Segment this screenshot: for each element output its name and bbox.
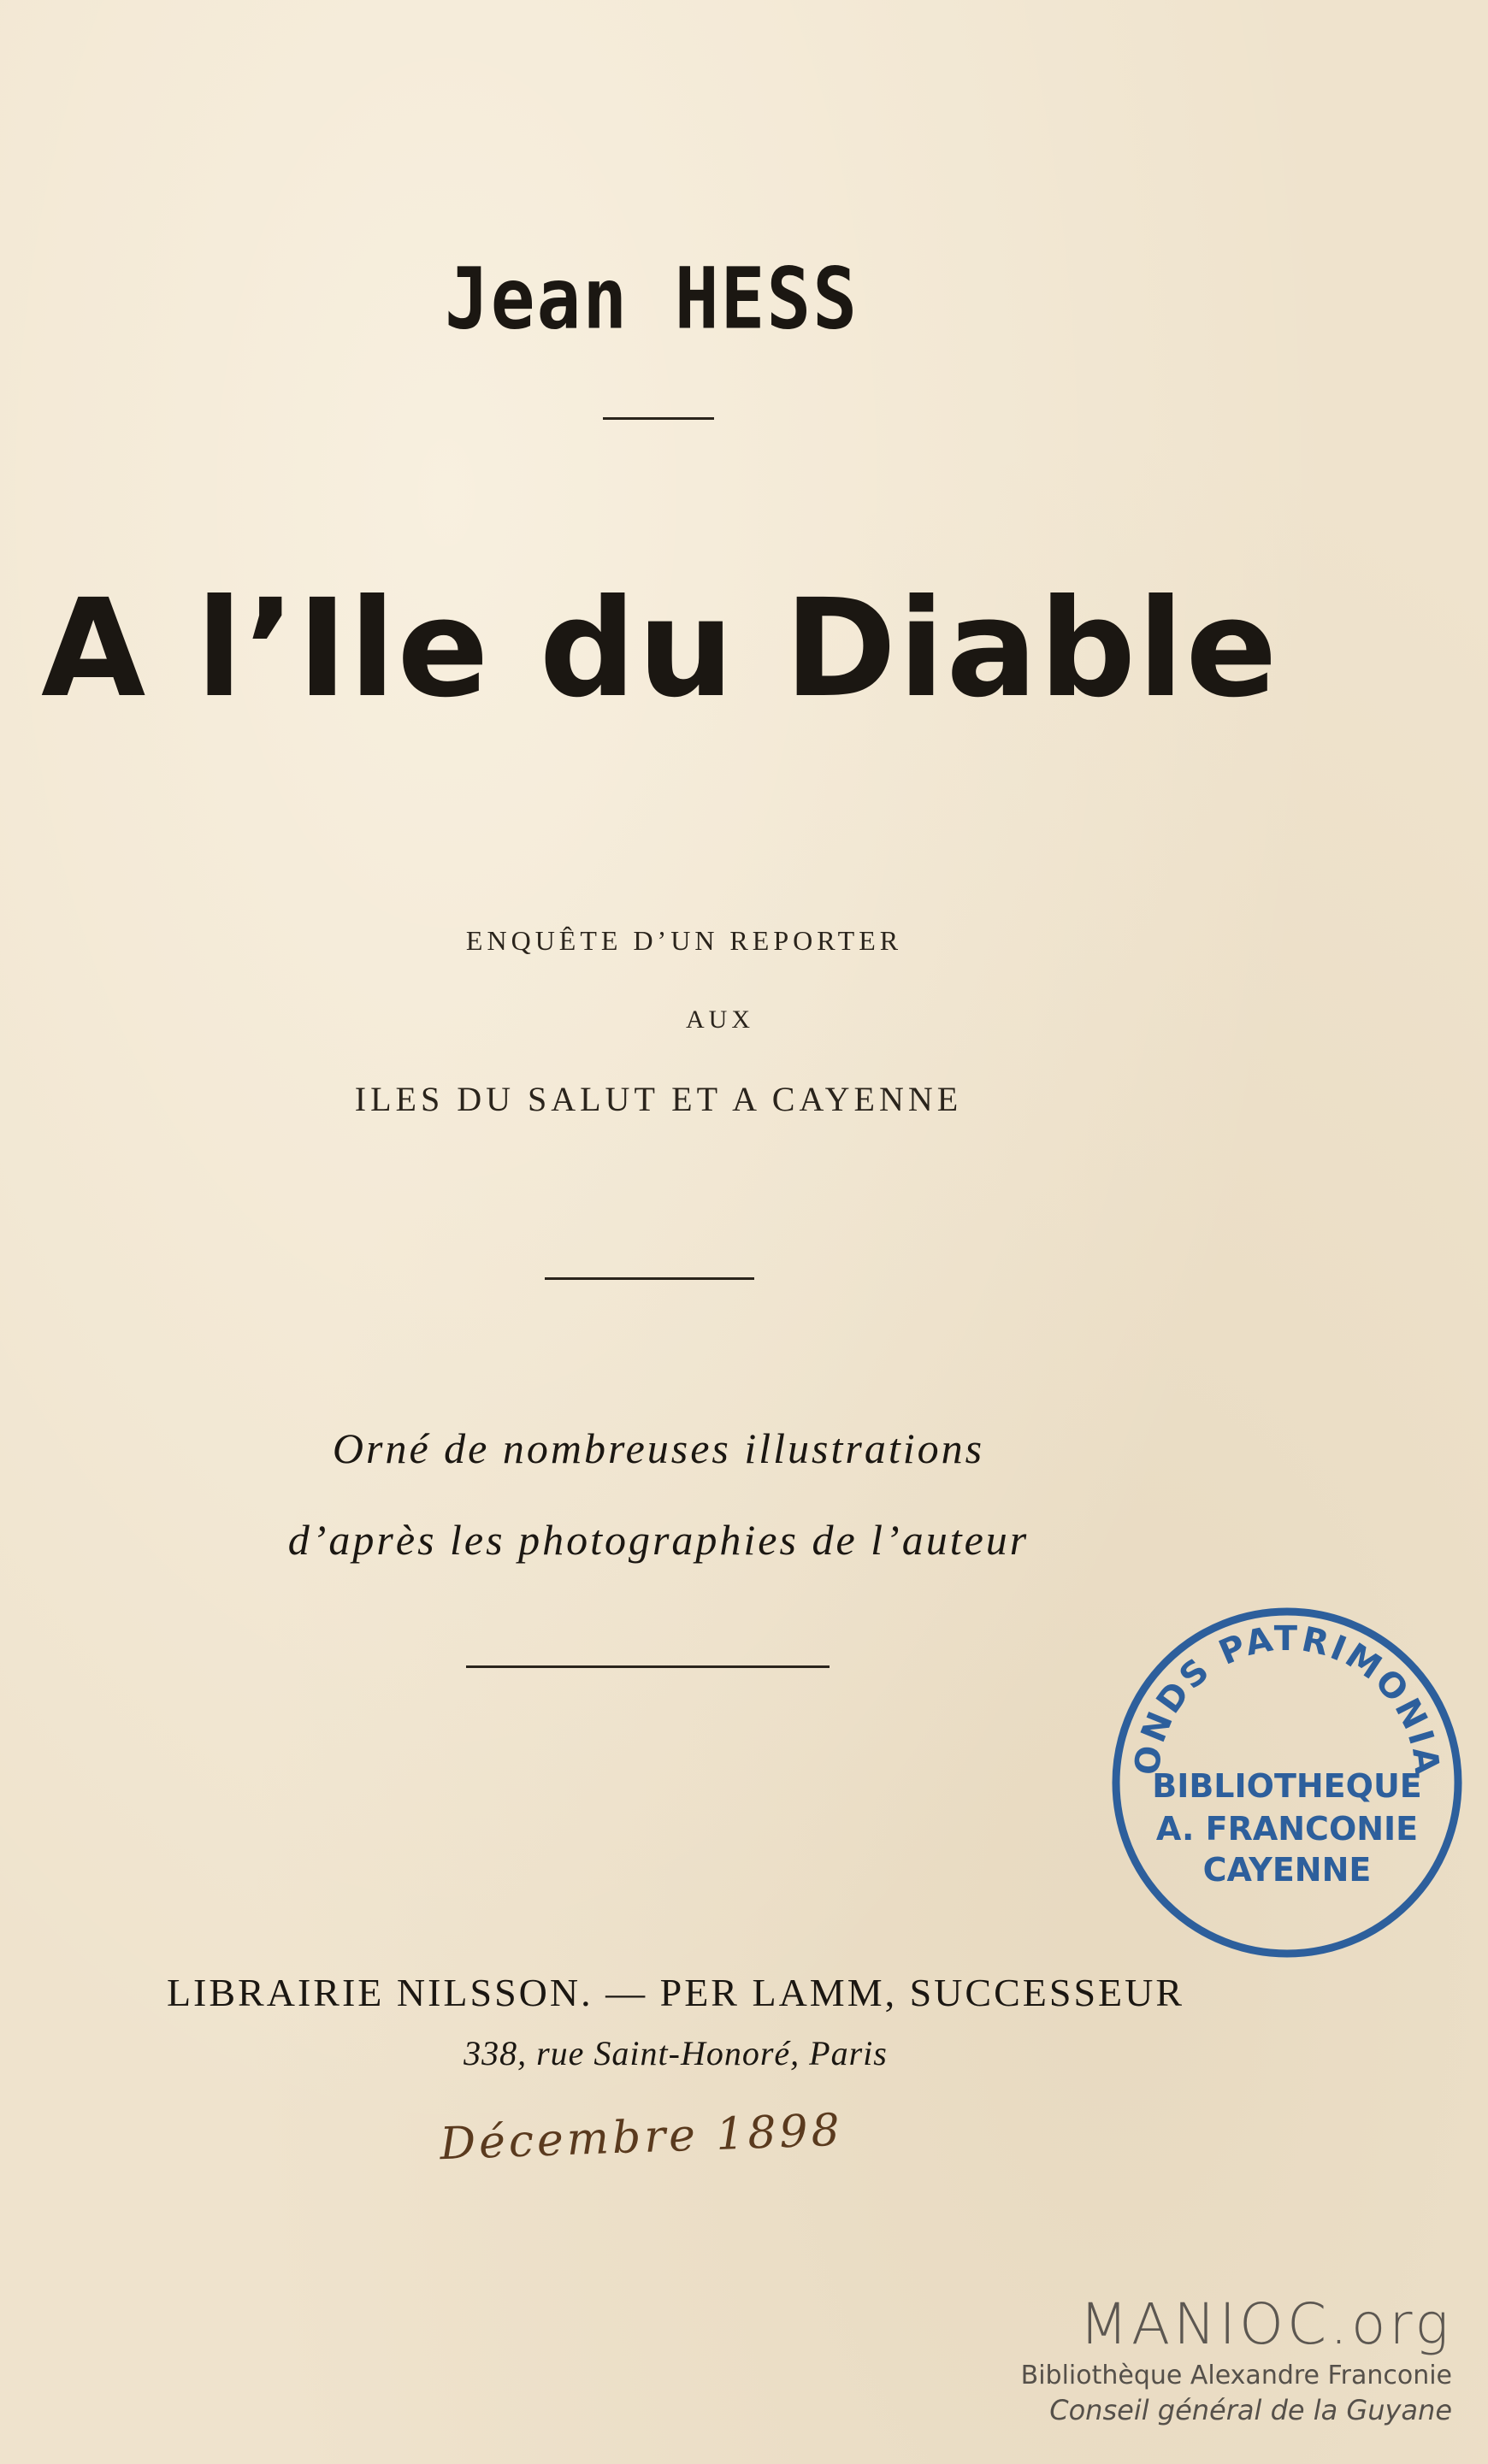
manioc-logo: MANIOC.org (1079, 2291, 1452, 2357)
handwritten-date: Décembre 1898 (439, 2104, 844, 2171)
illustrations-line-2: d’après les photographies de l’auteur (287, 1516, 1030, 1564)
subtitle-line-3: ILES DU SALUT ET A CAYENNE (354, 1080, 963, 1118)
author-name: Jean HESS (445, 250, 859, 349)
publisher-name: LIBRAIRIE NILSSON. — PER LAMM, SUCCESSEUR (166, 1971, 1185, 2014)
stamp-ring-text: ONDS PATRIMONIA (1127, 1618, 1447, 1779)
library-stamp (1107, 1599, 1467, 1966)
watermark-council: Conseil général de la Guyane (1049, 2394, 1452, 2426)
watermark-library: Bibliothèque Alexandre Franconie (1020, 2361, 1452, 2390)
stamp-line-3: CAYENNE (1202, 1851, 1372, 1889)
stamp-line-2: A. FRANCONIE (1155, 1810, 1419, 1848)
stamp-line-1: BIBLIOTHEQUE (1152, 1767, 1422, 1805)
illustrations-line-1: Orné de nombreuses illustrations (332, 1424, 985, 1472)
divider-rule (545, 1277, 754, 1280)
subtitle-line-1: ENQUÊTE D’UN REPORTER (465, 925, 903, 956)
publisher-address: 338, rue Saint-Honoré, Paris (464, 2034, 888, 2072)
manioc-watermark (1021, 2291, 1452, 2426)
svg-text:FONDS PATRIMONIAL (1107, 1599, 1447, 1779)
book-title: A l’Ile du Diable (41, 570, 1279, 728)
divider-rule (466, 1665, 830, 1668)
divider-rule (603, 417, 714, 420)
subtitle-line-2: AUX (686, 1005, 754, 1034)
